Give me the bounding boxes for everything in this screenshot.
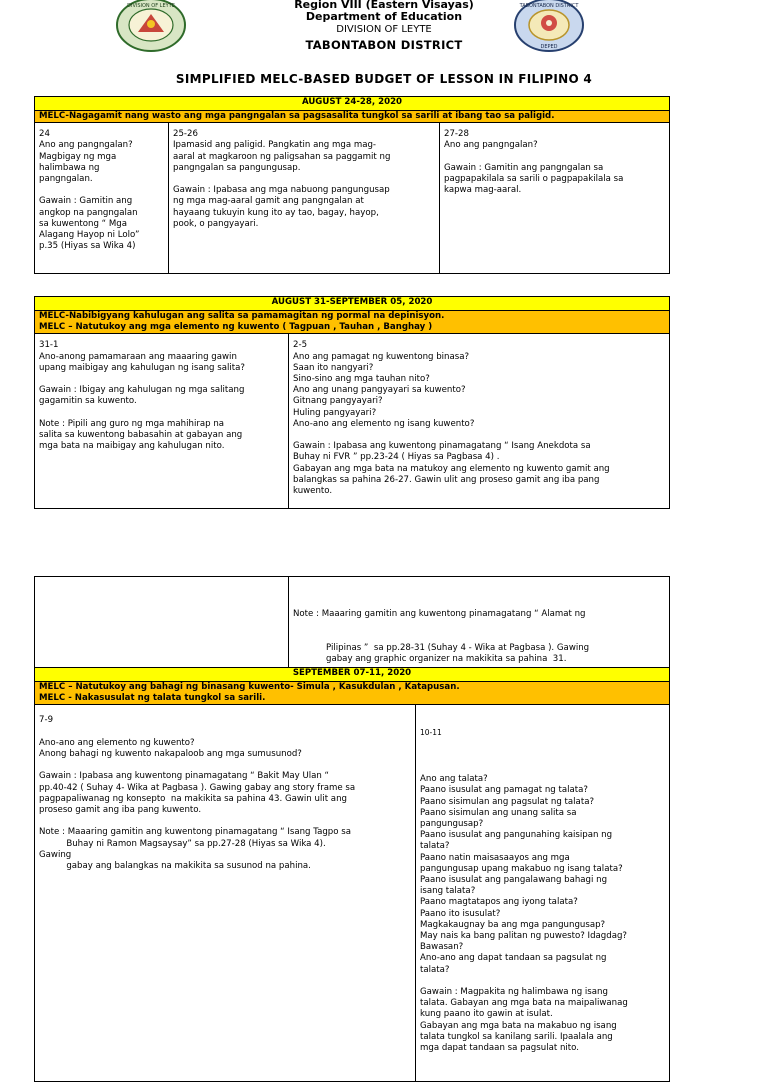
week3-day-10-11 [416, 705, 670, 1081]
svg-text:TABONTABON DISTRICT: TABONTABON DISTRICT [519, 3, 579, 9]
week2-table [34, 296, 670, 509]
district-seal-logo [514, 0, 584, 52]
week3-date: SEPTEMBER 07-11, 2020 [35, 668, 670, 682]
document-title: SIMPLIFIED MELC-BASED BUDGET OF LESSON IN FILIPINO 4 [175, 72, 593, 86]
week3-day-7-9: 7-9 Ano-ano ang elemento ng kuwento? Anong bahagi ng kuwento nakapaloob ang mga sumusunod? Gawain : Ipabasa ang kuwentong pinamagatang “ Bakit May Ulan “ pp.40-42 ( Suhay 4- Wika at Pagbasa ). Gawing gabay ang story frame sa pagpapaliwanag ng konsepto na makikita sa pahina 43. Gawin ulit ang proseso gamit ang iba pang kuwento. Note : Maaaring gamitin ang kuwentong pinamagatang “ Isang Tagpo sa Buhay ni Ramon Magsaysay” sa pp.27-28 (Hiyas sa Wika 4). Gawing gabay ang balangkas na makikita sa susunod na pahina. [35, 705, 416, 1081]
week3-day-10-11-label: 10-11 [420, 727, 442, 737]
week1-table [34, 96, 670, 274]
week2-melc-block [35, 311, 670, 334]
district-line: TABONTABON DISTRICT [305, 38, 463, 52]
week3-melc-2: MELC - Nakasusulat ng talata tungkol sa sarili. [39, 693, 266, 704]
week1-date: AUGUST 24-28, 2020 [35, 97, 670, 111]
week2-day-2-5: 2-5 Ano ang pamagat ng kuwentong binasa? Saan ito nangyari? Sino-sino ang mga tauhan nito? Ano ang unang pangyayari sa kuwento? Gitnang pangyayari? Huling pangyayari? Ano-ano ang elemento ng isang kuwento? Gawain : Ipabasa ang kuwentong pinamagatang “ Isang Anekdota sa Buhay ni FVR ” pp.23-24 ( Hiyas sa Pagbasa 4) . Gabayan ang mga bata na matukoy ang elemento ng kuwento gamit ang balangkas sa pahina 26-27. Gawin ulit ang proseso gamit ang iba pang kuwento. [289, 334, 670, 509]
week2-day-31-1: 31-1 Ano-anong pamamaraan ang maaaring gawin upang maibigay ang kahulugan ng isang salita? Gawain : Ibigay ang kahulugan ng mga salitang gagamitin sa kuwento. Note : Pipili ang guro ng mga mahihirap na salita sa kuwentong babasahin at gabayan ang mga bata na maibigay ang kahulugan nito. [35, 334, 289, 509]
division-line: DIVISION OF LEYTE [336, 24, 432, 35]
document-header [0, 0, 768, 60]
week2-melc-2: MELC – Natutukoy ang mga elemento ng kuwento ( Tagpuan , Tauhan , Banghay ) [39, 322, 433, 333]
svg-text:DIVISION OF LEYTE: DIVISION OF LEYTE [127, 3, 175, 9]
week3-table [34, 667, 670, 1082]
week3-melc-1: MELC – Natutukoy ang bahagi ng binasang kuwento- Simula , Kasukdulan , Katapusan. [39, 682, 460, 692]
week3-day-10-11-content: Ano ang talata? Paano isusulat ang pamagat ng talata? Paano sisimulan ang pagsulat ng talata? Paano sisimulan ang unang salita sa pangungusap? Paano isusulat ang pangunahing kaisipan ng talata? Paano natin maisasaayos ang mga pangungusap upang makabuo ng isang talata? Paano isusulat ang pangalawang bahagi ng isang talata? Paano magtatapos ang iyong talata? Paano ito isusulat? Magkakaugnay ba ang mga pangungusap? May nais ka bang palitan ng puwesto? Idagdag? Bawasan? Ano-ano ang dapat tandaan sa pagsulat ng talata? Gawain : Magpakita ng halimbawa ng isang talata. Gabayan ang mga bata na maipaliwanag kung paano ito gawin at isulat. Gabayan ang mga bata na makabuo ng isang talata tungkol sa kanilang sarili. Ipaalala ang mga dapat tandaan sa pagsulat nito. [420, 774, 628, 1054]
week2-date: AUGUST 31-SEPTEMBER 05, 2020 [35, 297, 670, 311]
week1-day-25-26: 25-26 Ipamasid ang paligid. Pangkatin ang mga mag- aaral at magkaroon ng paligsahan sa paggamit ng pangngalan sa pangungusap. Gawain : Ipabasa ang mga nabuong pangungusap ng mga mag-aaral gamit ang pangngalan at hayaang tukuyin kung ito ay tao, bagay, hayop, pook, o pangyayari. [169, 123, 440, 274]
week1-day-27-28: 27-28 Ano ang pangngalan? Gawain : Gamitin ang pangngalan sa pagpapakilala sa sarili o pagpapakilala sa kapwa mag-aaral. [440, 123, 670, 274]
week2-cont-note-rest: Pilipinas ” sa pp.28-31 (Suhay 4 - Wika at Pagbasa ). Gawing gabay ang graphic organizer na makikita sa pahina 31. [326, 643, 590, 665]
week1-melc: MELC-Nagagamit nang wasto ang mga pangngalan sa pagsasalita tungkol sa sarili at ibang tao sa paligid. [35, 111, 670, 123]
svg-text:DEPED: DEPED [540, 44, 558, 50]
department-line: Department of Education [305, 10, 463, 23]
week2-melc-1: MELC-Nabibigyang kahulugan ang salita sa pamamagitan ng pormal na depinisyon. [39, 311, 445, 321]
region-line: Region VIII (Eastern Visayas) [294, 0, 474, 11]
week1-day-24: 24 Ano ang pangngalan? Magbigay ng mga halimbawa ng pangngalan. Gawain : Gamitin ang angkop na pangngalan sa kuwentong “ Mga Alagang Hayop ni Lolo” p.35 (Hiyas sa Wika 4) [35, 123, 169, 274]
week3-melc-block [35, 682, 670, 705]
week2-cont-note-first: Note : Maaaring gamitin ang kuwentong pinamagatang “ Alamat ng [293, 609, 586, 620]
